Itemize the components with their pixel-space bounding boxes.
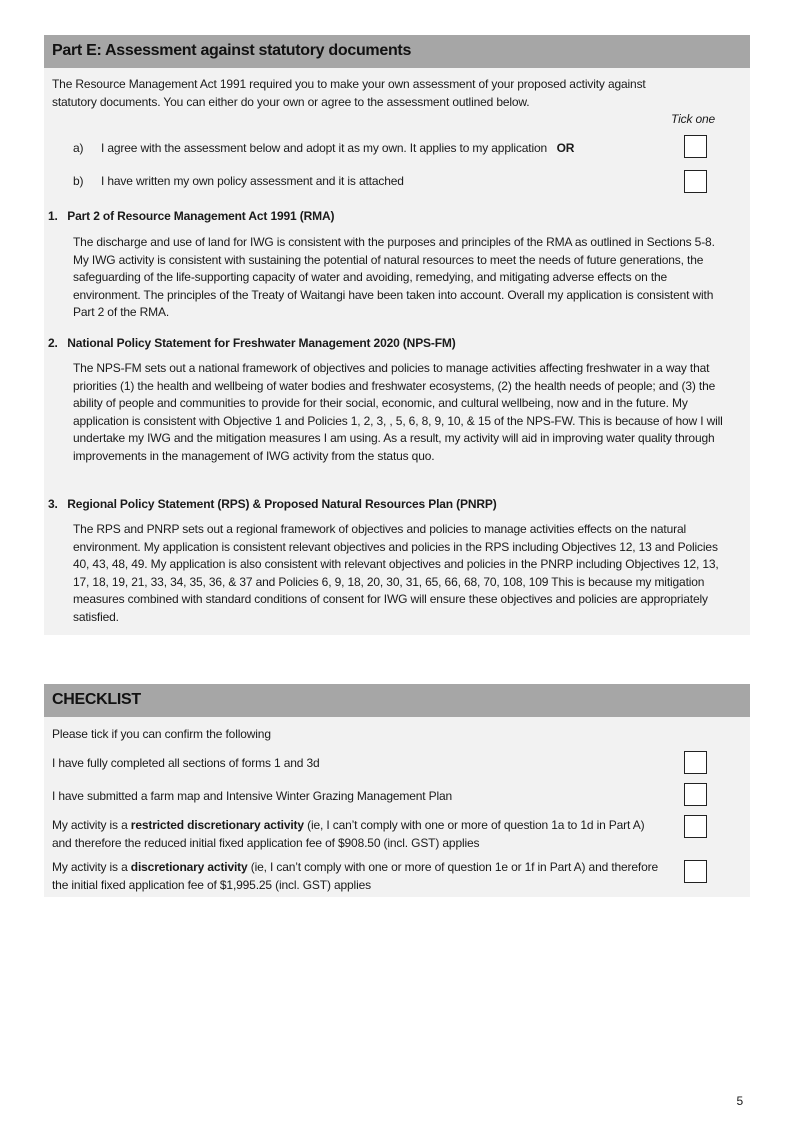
option-a-letter: a) [73,141,84,155]
option-b-checkbox[interactable] [684,170,707,193]
section-2-heading: 2. National Policy Statement for Freshwater Management 2020 (NPS-FM) [48,336,456,350]
section-1-body: The discharge and use of land for IWG is consistent with the purposes and principles of the RMA as outlined in Sections 5-8. My IWG activity is consistent with sustaining the potential of natural resources to meet the needs of future generations, the safeguarding of the life-supporting capacity of water and avoiding, remedying, and mitigating adverse effects on the environment. The principles of the Treaty of Waitangi have been taken into account. Overall my application is consistent with Part 2 of the RMA. [73,235,715,319]
checklist-title: CHECKLIST [52,691,141,708]
checklist-item-2: I have submitted a farm map and Intensive Winter Grazing Management Plan [52,789,453,803]
checklist-intro: Please tick if you can confirm the following [52,727,271,741]
checklist-header [44,684,750,717]
checklist-item-4-checkbox[interactable] [684,860,707,883]
section-3-heading: 3. Regional Policy Statement (RPS) & Proposed Natural Resources Plan (PNRP) [48,497,497,511]
part-e-header [44,35,750,68]
page-number: 5 [736,1094,743,1108]
part-e-intro: The Resource Management Act 1991 required you to make your own assessment of your proposed activity against statutory documents. You can either do your own or agree to the assessment outlined below. [52,77,646,109]
checklist-item-4: My activity is a discretionary activity (ie, I can’t comply with one or more of question 1e or 1f in Part A) and therefore the initial fixed application fee of $1,995.25 (incl. GST) applies [52,860,658,892]
tick-one-label: Tick one [671,112,716,126]
option-a-checkbox[interactable] [684,135,707,158]
checklist-item-2-checkbox[interactable] [684,783,707,806]
checklist-item-1: I have fully completed all sections of forms 1 and 3d [52,756,320,770]
section-1-heading: 1. Part 2 of Resource Management Act 1991 (RMA) [48,209,335,223]
checklist-item-3: My activity is a restricted discretionary activity (ie, I can’t comply with one or more of question 1a to 1d in Part A) and therefore the reduced initial fixed application fee of $908.50 (incl. GST) applies [52,818,645,850]
checklist-item-1-checkbox[interactable] [684,751,707,774]
part-e-title: Part E: Assessment against statutory documents [52,42,412,59]
option-a-label: I agree with the assessment below and adopt it as my own. It applies to my application OR [101,141,575,155]
option-b-letter: b) [73,174,84,188]
section-2-body: The NPS-FM sets out a national framework of objectives and policies to manage activities affecting freshwater in a way that priorities (1) the health and wellbeing of water bodies and freshwater ecosystems, (2) the health needs of people; and (3) the ability of people and communities to provide for their social, economic, and cultural wellbeing, now and in the future. My application is consistent with Objective 1 and Policies 1, 2, 3, , 5, 6, 8, 9, 10, & 15 of the NPS-FW. This is because of how I will undertake my IWG and the mitigation measures I am using. As a result, my activity will aid in improving water quality through improvements in the management of IWG activity from the status quo. [73,361,723,463]
option-b-label: I have written my own policy assessment and it is attached [101,174,404,188]
checklist-item-3-checkbox[interactable] [684,815,707,838]
section-3-body: The RPS and PNRP sets out a regional framework of objectives and policies to manage activities effects on the natural environment. My application is consistent relevant objectives and policies in the RPS including Objectives 12, 13 and Policies 40, 43, 48, 49. My application is also consistent with relevant objectives and policies in the PNRP including Objectives 12, 13, 17, 18, 19, 21, 33, 34, 35, 36, & 37 and Policies 6, 9, 18, 20, 30, 31, 65, 66, 68, 70, 108, 109 This is because my mitigation measures combined with standard conditions of consent for IWG will ensure these objectives and policies are appropriately satisfied. [73,522,719,624]
